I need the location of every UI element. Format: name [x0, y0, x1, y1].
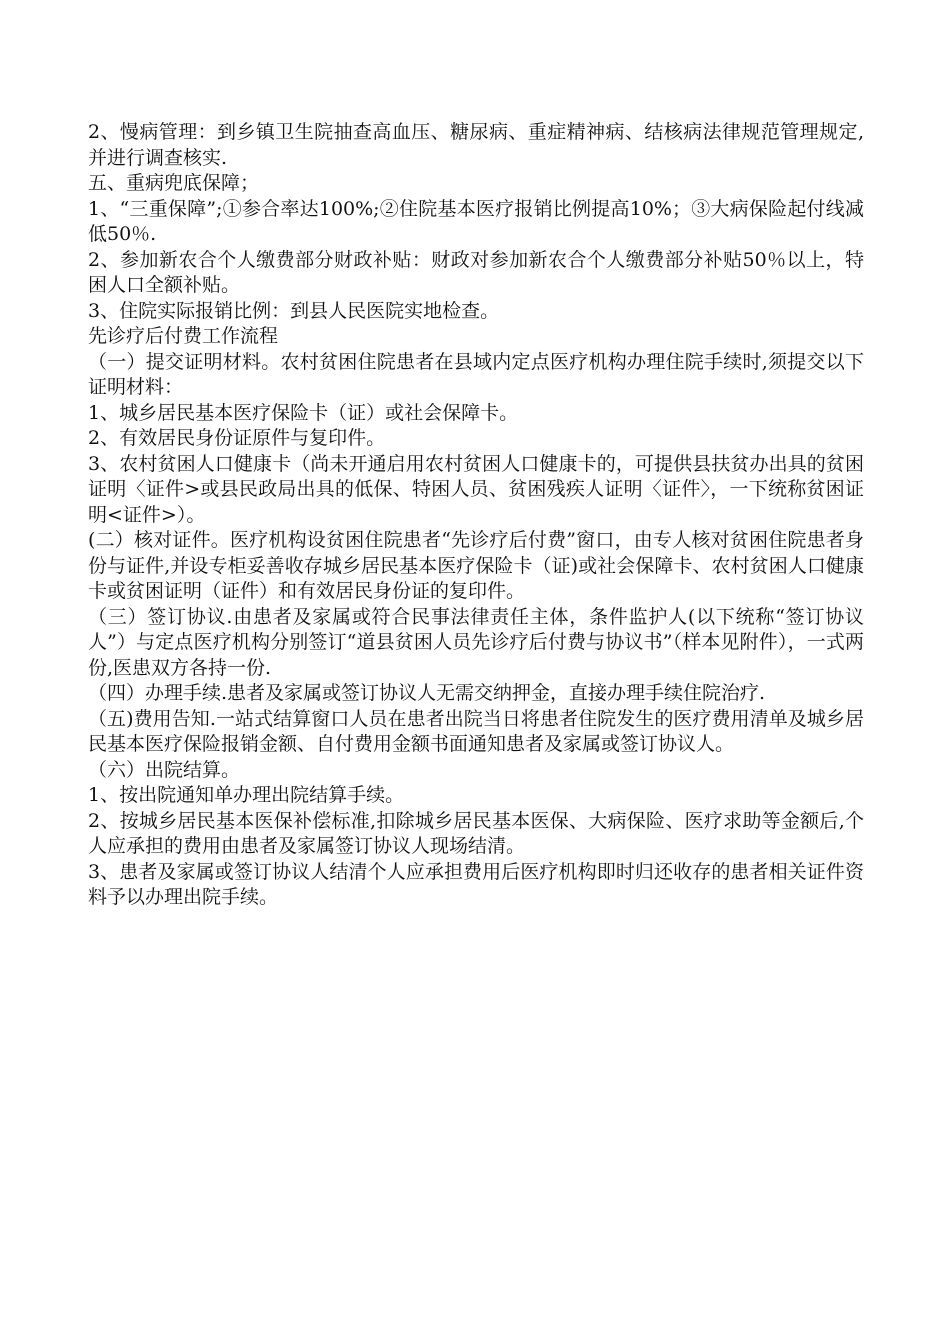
- paragraph-triple-guarantee: 1、“三重保障”;①参合率达100%;②住院基本医疗报销比例提高10%；③大病保险起付线减低50％.: [88, 197, 864, 245]
- paragraph-step-4: （四）办理手续.患者及家属或签订协议人无需交纳押金，直接办理手续住院治疗.: [88, 682, 766, 704]
- paragraph-step-6: （六）出院结算。: [88, 758, 241, 781]
- paragraph-step-1: （一）提交证明材料。农村贫困住院患者在县域内定点医疗机构办理住院手续时,须提交以下证明材料：: [88, 350, 864, 398]
- paragraph-step-2: (二）核对证件。医疗机构设贫困住院患者“先诊疗后付费”窗口，由专人核对贫困住院患者身份与证件,并设专柜妥善收存城乡居民基本医疗保险卡（证)或社会保障卡、农村贫困人口健康卡或贫困证明（证件）和有效居民身份证的复印件。: [88, 529, 864, 602]
- list-item-return-documents: 3、患者及家属或签订协议人结清个人应承担费用后医疗机构即时归还收存的患者相关证件资料予以办理出院手续。: [88, 860, 864, 908]
- paragraph-step-5: （五)费用告知.一站式结算窗口人员在患者出院当日将患者住院发生的医疗费用清单及城乡居民基本医疗保险报销金额、自付费用金额书面通知患者及家属或签订协议人。: [88, 707, 864, 755]
- list-item-id-card: 2、有效居民身份证原件与复印件。: [88, 427, 386, 449]
- paragraph-reimbursement-ratio: 3、住院实际报销比例：到县人民医院实地检查。: [88, 299, 500, 322]
- paragraph-chronic-disease: 2、慢病管理：到乡镇卫生院抽查高血压、糖尿病、重症精神病、结核病法律规范管理规定,并进行调查核实.: [88, 121, 864, 169]
- list-item-discharge-notice: 1、按出院通知单办理出院结算手续。: [88, 784, 405, 806]
- paragraph-step-3: （三）签订协议.由患者及家属或符合民事法律责任主体，条件监护人(以下统称“签订协议人”）与定点医疗机构分别签订“道县贫困人员先诊疗后付费与协议书”（样本见附件），一式两份,医患双方各持一份.: [88, 605, 864, 679]
- list-item-health-card: 3、农村贫困人口健康卡（尚未开通启用农村贫困人口健康卡的，可提供县扶贫办出具的贫困证明〈证件>或县民政局出具的低保、特困人员、贫困残疾人证明〈证件〉，一下统称贫困证明<证件>）。: [88, 452, 864, 526]
- list-item-settlement: 2、按城乡居民基本医保补偿标准,扣除城乡居民基本医保、大病保险、医疗求助等金额后,个人应承担的费用由患者及家属签订协议人现场结清。: [88, 809, 864, 857]
- document-body: [88, 120, 864, 911]
- section-heading-workflow: 先诊疗后付费工作流程: [88, 325, 279, 347]
- list-item-insurance-card: 1、城乡居民基本医疗保险卡（证）或社会保障卡。: [88, 401, 519, 424]
- section-heading-major-illness: 五、重病兜底保障；: [88, 172, 260, 194]
- paragraph-subsidy: 2、参加新农合个人缴费部分财政补贴：财政对参加新农合个人缴费部分补贴50％以上，特困人口全额补贴。: [88, 248, 864, 296]
